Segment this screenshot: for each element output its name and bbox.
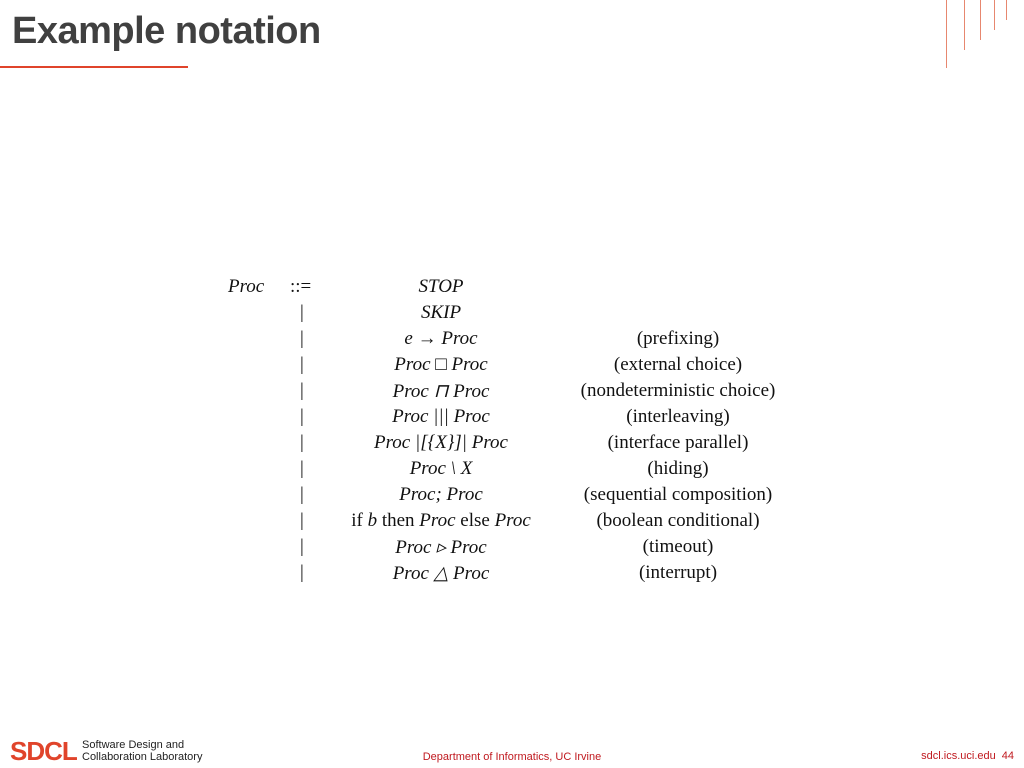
grammar-bar: | [300, 328, 304, 349]
footer-right [921, 750, 1014, 762]
grammar-row [222, 458, 822, 484]
grammar-bar: | [300, 458, 304, 479]
grammar-row [222, 510, 822, 536]
grammar-row [222, 432, 822, 458]
proc-term: Proc [419, 510, 456, 531]
grammar-row [222, 380, 822, 406]
grammar-bar: | [300, 380, 304, 401]
grammar-expression: Proc ||| Proc [392, 406, 490, 427]
title-underline [0, 66, 188, 68]
grammar-expression: STOP [418, 276, 464, 297]
grammar-bar: | [300, 484, 304, 505]
slide-title: Example notation [12, 10, 321, 52]
footer-site: sdcl.ics.uci.edu [921, 750, 996, 762]
grammar-row [222, 406, 822, 432]
keyword-if: if [351, 510, 368, 531]
grammar-lhs: Proc [228, 276, 265, 297]
grammar-bar: | [300, 432, 304, 453]
grammar-description: (interrupt) [638, 562, 718, 583]
grammar-bar: | [300, 562, 304, 583]
grammar-description: (nondeterministic choice) [580, 380, 776, 401]
logo-line-1: Software Design and [82, 739, 185, 751]
grammar-row [222, 562, 822, 588]
grammar-expression: Proc \ X [409, 458, 473, 479]
grammar-expression: Proc ⊓ Proc [392, 381, 490, 402]
grammar-bar: | [300, 302, 304, 323]
grammar-description: (interleaving) [626, 406, 730, 427]
keyword-else: else [455, 510, 495, 531]
grammar-bar: | [300, 406, 304, 427]
grammar-expression: e → Proc [404, 328, 478, 349]
grammar-expression: Proc |[{X}]| Proc [374, 432, 508, 453]
grammar-bar: | [300, 510, 304, 531]
grammar-bar: | [300, 536, 304, 557]
grammar-expression: SKIP [420, 302, 462, 323]
grammar-row [222, 302, 822, 328]
grammar-row [222, 536, 822, 562]
grammar-expression: Proc □ Proc [394, 354, 488, 375]
grammar-row [222, 276, 822, 302]
page-number: 44 [1001, 750, 1014, 762]
var-b: b [367, 510, 378, 531]
grammar-description: (external choice) [613, 354, 743, 375]
grammar-row [222, 354, 822, 380]
grammar-expression: Proc △ Proc [392, 563, 490, 584]
grammar-description: (timeout) [642, 536, 714, 557]
grammar-description: (sequential composition) [583, 484, 773, 505]
proc-term: Proc [494, 510, 531, 531]
grammar-row [222, 328, 822, 354]
grammar-description: (interface parallel) [607, 432, 749, 453]
csp-grammar [222, 276, 822, 586]
logo-line-2: Collaboration Laboratory [82, 751, 203, 763]
grammar-expression [336, 510, 546, 532]
grammar-description: (hiding) [647, 458, 709, 479]
decorative-lines [944, 0, 1024, 70]
grammar-expression: Proc; Proc [399, 484, 483, 505]
keyword-then: then [377, 510, 420, 531]
grammar-description: (boolean conditional) [596, 510, 760, 531]
logo-mark: SDCL [10, 736, 77, 766]
footer-department: Department of Informatics, UC Irvine [422, 751, 602, 763]
grammar-bar: | [300, 354, 304, 375]
grammar-def-symbol: ::= [290, 276, 312, 297]
grammar-expression: Proc ▹ Proc [395, 537, 487, 558]
grammar-description: (prefixing) [636, 328, 720, 349]
grammar-row [222, 484, 822, 510]
